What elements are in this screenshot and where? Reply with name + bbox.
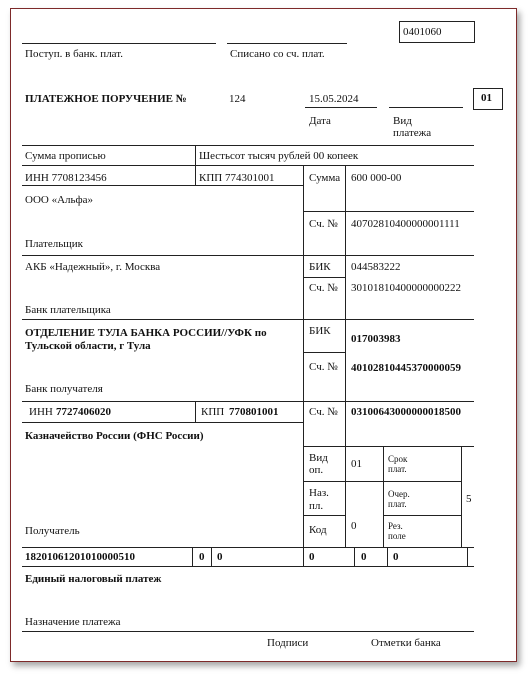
payer-bank-name: АКБ «Надежный», г. Москва: [25, 261, 161, 273]
amount-words: Шестьсот тысяч рублей 00 копеек: [199, 150, 359, 162]
term-label-2: плат.: [388, 464, 407, 474]
form-title: ПЛАТЕЖНОЕ ПОРУЧЕНИЕ №: [25, 93, 187, 105]
payer-kpp: КПП 774301001: [199, 172, 275, 184]
amount-value: 600 000-00: [351, 172, 402, 184]
payer-bank-label: Банк плательщика: [25, 304, 111, 316]
payer-inn: ИНН 7708123456: [25, 172, 107, 184]
tax-period: 0: [309, 551, 315, 563]
payee-kpp-label: КПП: [201, 406, 225, 418]
op-type-label-1: Вид: [309, 452, 328, 464]
op-type: 01: [351, 458, 362, 470]
payee-kpp: 770801001: [229, 406, 279, 418]
doc-date: 0: [393, 551, 399, 563]
payer-status: 01: [481, 92, 492, 104]
payee-account-label: Сч. №: [309, 406, 338, 418]
received-label: Поступ. в банк. плат.: [25, 48, 124, 60]
amount-words-label: Сумма прописью: [25, 150, 106, 162]
kbk: 18201061201010000510: [25, 551, 135, 563]
reserve-label-2: поле: [388, 531, 406, 541]
payer-name: ООО «Альфа»: [25, 194, 94, 206]
payee-bank-account-label: Сч. №: [309, 361, 338, 373]
payee-bank-label: Банк получателя: [25, 383, 103, 395]
doc-number: 0: [361, 551, 367, 563]
payment-order-form: [10, 8, 517, 662]
order-label-1: Очер.: [388, 489, 410, 499]
payment-purpose: Единый налоговый платеж: [25, 573, 162, 585]
okato: 0: [199, 551, 205, 563]
payee-inn: 7727406020: [56, 406, 111, 418]
order-label-2: плат.: [388, 499, 407, 509]
bank-marks-label: Отметки банка: [371, 637, 441, 649]
order-number: 124: [229, 93, 246, 105]
payee-inn-label: ИНН: [29, 406, 53, 418]
form-code: 0401060: [403, 26, 442, 38]
payer-account: 40702810400000001111: [351, 218, 460, 230]
payer-bank-bik: 044583222: [351, 261, 401, 273]
purpose-code-label-1: Наз.: [309, 487, 329, 499]
payer-bank-bik-label: БИК: [309, 261, 331, 273]
purpose-code-label-2: пл.: [309, 500, 324, 512]
payee-bank-bik-label: БИК: [309, 325, 331, 337]
payee-account: 03100643000000018500: [351, 406, 461, 418]
debited-label: Списано со сч. плат.: [230, 48, 325, 60]
payee-bank-account: 40102810445370000059: [351, 362, 461, 374]
payee-bank-bik: 017003983: [351, 333, 401, 345]
payee-name: Казначейство России (ФНС России): [25, 430, 204, 442]
payment-purpose-label: Назначение платежа: [25, 616, 121, 628]
tax-basis: 0: [217, 551, 223, 563]
payee-bank-name-2: Тульской области, г Тула: [25, 340, 151, 352]
code-label: Код: [309, 524, 327, 536]
payer-bank-account: 30101810400000000222: [351, 282, 461, 294]
payment-type-label: Вид: [393, 115, 412, 127]
payer-label: Плательщик: [25, 238, 83, 250]
payer-account-label: Сч. №: [309, 218, 338, 230]
payment-type-label-2: платежа: [393, 127, 432, 139]
code-value: 0: [351, 520, 357, 532]
payer-bank-account-label: Сч. №: [309, 282, 338, 294]
date-label: Дата: [309, 115, 331, 127]
order-date: 15.05.2024: [309, 93, 359, 105]
reserve-label-1: Рез.: [388, 521, 403, 531]
payee-bank-name-1: ОТДЕЛЕНИЕ ТУЛА БАНКА РОССИИ//УФК по: [25, 327, 267, 339]
payment-order: 5: [466, 493, 472, 505]
term-label-1: Срок: [388, 454, 408, 464]
amount-label: Сумма: [309, 172, 341, 184]
op-type-label-2: оп.: [309, 464, 324, 476]
payee-label: Получатель: [25, 525, 80, 537]
signatures-label: Подписи: [267, 637, 309, 649]
